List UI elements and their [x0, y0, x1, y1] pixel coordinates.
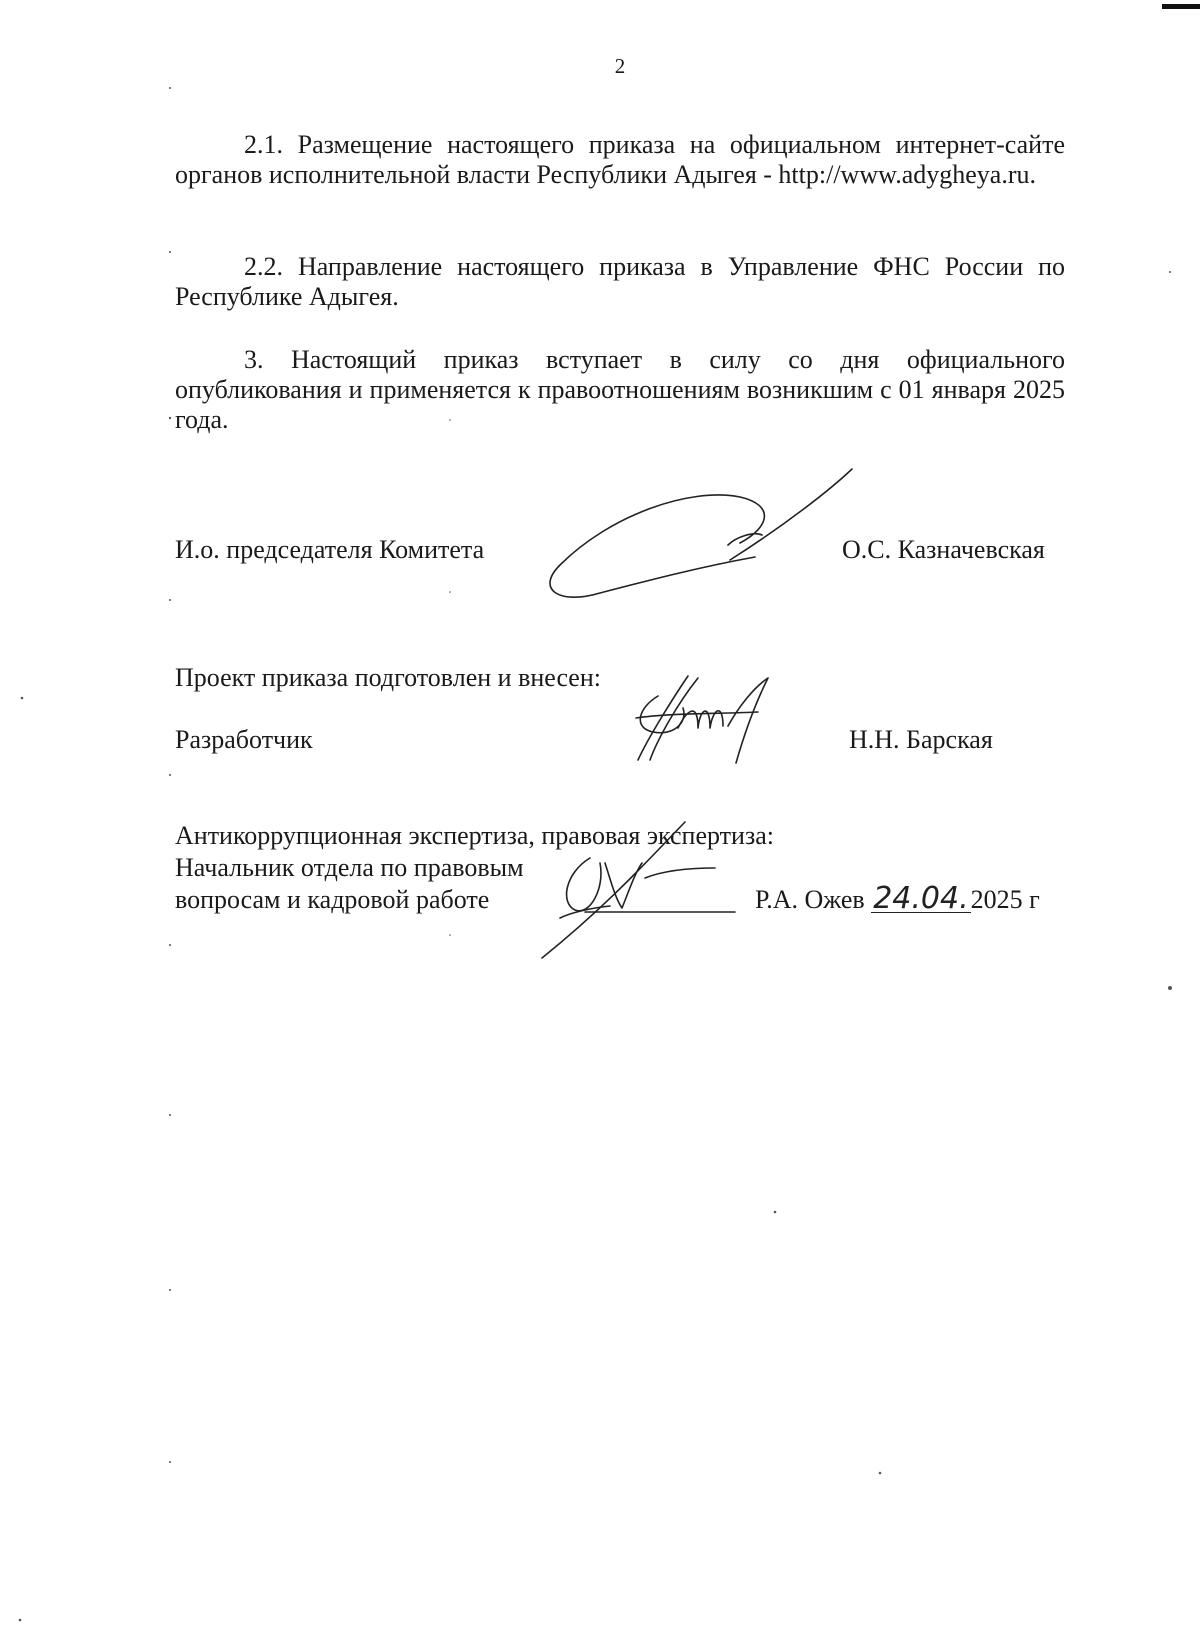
legal-intro: Антикоррупционная экспертиза, правовая экспертиза:: [175, 821, 774, 850]
chair-title: И.о. председателя Комитета: [175, 535, 485, 564]
chair-name: О.С. Казначевская: [842, 535, 1045, 564]
legal-date-suffix: 2025 г: [970, 885, 1040, 914]
paragraph-2-2: [175, 252, 1065, 312]
legal-date-handwritten: 24.04.: [873, 881, 969, 916]
legal-title-line-1: Начальник отдела по правовым: [175, 853, 524, 882]
developer-intro: Проект приказа подготовлен и внесен:: [175, 663, 601, 692]
developer-signature-image: [628, 668, 778, 768]
legal-name: Р.А. Ожев: [755, 885, 865, 914]
page-number: 2: [614, 54, 626, 78]
developer-title: Разработчик: [175, 725, 313, 754]
developer-name: Н.Н. Барская: [849, 725, 993, 754]
paragraph-3-text: 3. Настоящий приказ вступает в силу со дня официального опубликования и применяется к правоотношениям возникшим с 01 января 2025 года.: [175, 345, 1065, 434]
chair-signature-image: [540, 465, 860, 605]
legal-signature-image: [530, 818, 750, 963]
paragraph-3: [175, 345, 1065, 435]
paragraph-2-1-text: 2.1. Размещение настоящего приказа на официальном интернет-сайте органов исполнительной власти Республики Адыгея - http://www.adygheya.ru.: [175, 130, 1065, 189]
scan-corner-mark: [1162, 4, 1200, 9]
paragraph-2-1: [175, 130, 1065, 190]
legal-title-line-2: вопросам и кадровой работе: [175, 885, 490, 914]
legal-name-date: [755, 881, 1040, 916]
paragraph-2-2-text: 2.2. Направление настоящего приказа в Управление ФНС России по Республике Адыгея.: [175, 252, 1065, 311]
